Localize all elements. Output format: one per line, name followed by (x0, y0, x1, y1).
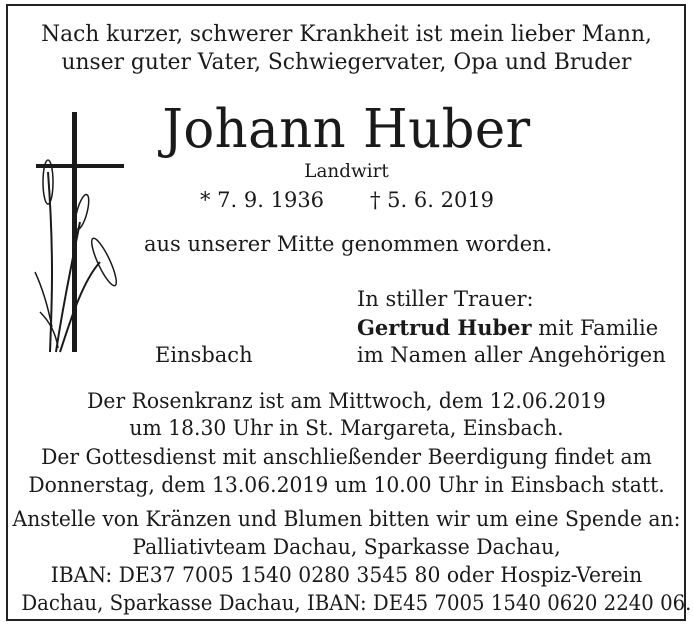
birth-date: * 7. 9. 1936 (200, 188, 325, 212)
deceased-name: Johann Huber (162, 99, 531, 160)
occupation: Landwirt (304, 160, 389, 182)
donation-line-4: Dachau, Sparkasse Dachau, IBAN: DE45 7005 1540 0620 2240 06. (21, 591, 692, 615)
mourning-family (357, 314, 658, 342)
donation-line-3: IBAN: DE37 7005 1540 0280 3545 80 oder Hospiz-Verein (50, 563, 643, 587)
service-line-3: Der Gottesdienst mit anschließender Beerdigung findet am (41, 445, 652, 469)
widow-suffix: mit Familie (531, 316, 659, 340)
donation-line-1: Anstelle von Kränzen und Blumen bitten wir um eine Spende an: (12, 507, 681, 531)
mourning-others: im Namen aller Angehörigen (357, 343, 666, 367)
intro-line-2: unser guter Vater, Schwiegervater, Opa und Bruder (61, 49, 632, 75)
donation-line-2: Palliativteam Dachau, Sparkasse Dachau, (132, 535, 561, 559)
service-line-2: um 18.30 Uhr in St. Margareta, Einsbach. (129, 416, 564, 440)
taken-line: aus unserer Mitte genommen worden. (144, 232, 553, 256)
mourning-heading: In stiller Trauer: (357, 287, 534, 311)
widow-name: Gertrud Huber (357, 315, 532, 340)
place: Einsbach (155, 343, 253, 367)
intro-line-1: Nach kurzer, schwerer Krankheit ist mein lieber Mann, (41, 21, 652, 47)
service-line-1: Der Rosenkranz ist am Mittwoch, dem 12.06.2019 (87, 389, 606, 413)
service-line-4: Donnerstag, dem 13.06.2019 um 10.00 Uhr in Einsbach statt. (28, 473, 665, 497)
death-date: † 5. 6. 2019 (370, 188, 495, 212)
